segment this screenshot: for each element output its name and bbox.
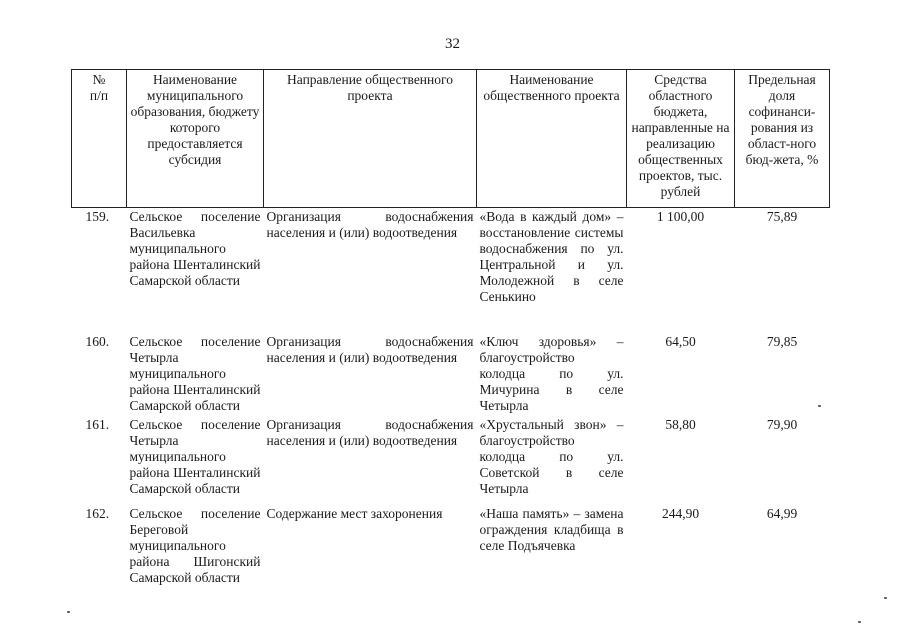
- subsidy-table: [71, 69, 830, 590]
- row-funds: 64,50: [665, 334, 696, 349]
- header-project-name: Наименование общественного проекта: [477, 70, 627, 208]
- header-direction: Направление общественного проекта: [264, 70, 477, 208]
- row-municipality: Сельское поселение Береговой муниципального района Шигонский Самарской области: [129, 506, 261, 585]
- row-share: 64,99: [766, 506, 798, 521]
- table-row: [72, 333, 830, 416]
- row-project: «Ключ здоровья» – благоустройство колодца по ул. Мичурина в селе Четырла: [479, 334, 624, 413]
- row-funds: 244,90: [661, 506, 700, 521]
- row-number: 161.: [85, 417, 110, 432]
- row-share: 79,90: [766, 417, 798, 432]
- row-direction: Содержание мест захоронения: [266, 506, 443, 521]
- scan-speck: [67, 611, 70, 613]
- scan-speck: [884, 597, 887, 599]
- page-number: 32: [445, 36, 460, 52]
- row-project: «Хрустальный звон» – благоустройство колодца по ул. Советской в селе Четырла: [479, 417, 624, 496]
- table-row: [72, 505, 830, 590]
- row-number: 160.: [85, 334, 110, 349]
- scan-speck: [858, 621, 861, 623]
- header-cofinancing-share: Предельная доля софинанси-рования из област-ного бюд-жета, %: [735, 70, 830, 208]
- row-share: 79,85: [766, 334, 798, 349]
- row-direction: Организация водоснабжения населения и (или) водоотведения: [266, 209, 474, 240]
- row-number: 162.: [85, 506, 110, 521]
- table-row: [72, 416, 830, 505]
- row-funds: 1 100,00: [656, 209, 705, 224]
- row-direction: Организация водоснабжения населения и (или) водоотведения: [266, 417, 474, 448]
- header-municipality: Наименование муниципального образования, бюджету которого предоставляется субсидия: [127, 70, 264, 208]
- row-number: 159.: [85, 209, 110, 224]
- row-project: «Наша память» – замена ограждения кладбища в селе Подъячевка: [479, 506, 624, 553]
- table-header-row: [72, 70, 830, 208]
- scan-speck: [818, 405, 821, 407]
- row-municipality: Сельское поселение Васильевка муниципального района Шенталинский Самарской области: [129, 209, 261, 288]
- row-municipality: Сельское поселение Четырла муниципального района Шенталинский Самарской области: [129, 417, 261, 496]
- header-number: № п/п: [72, 70, 127, 208]
- row-municipality: Сельское поселение Четырла муниципального района Шенталинский Самарской области: [129, 334, 261, 413]
- row-funds: 58,80: [665, 417, 696, 432]
- row-direction: Организация водоснабжения населения и (или) водоотведения: [266, 334, 474, 365]
- row-project: «Вода в каждый дом» – восстановление системы водоснабжения по ул. Центральной и ул. Молодежной в селе Сенькино: [479, 209, 624, 304]
- header-budget-funds: Средства областного бюджета, направленные на реализацию общественных проектов, тыс. рублей: [627, 70, 735, 208]
- table-row: [72, 208, 830, 334]
- row-share: 75,89: [766, 209, 798, 224]
